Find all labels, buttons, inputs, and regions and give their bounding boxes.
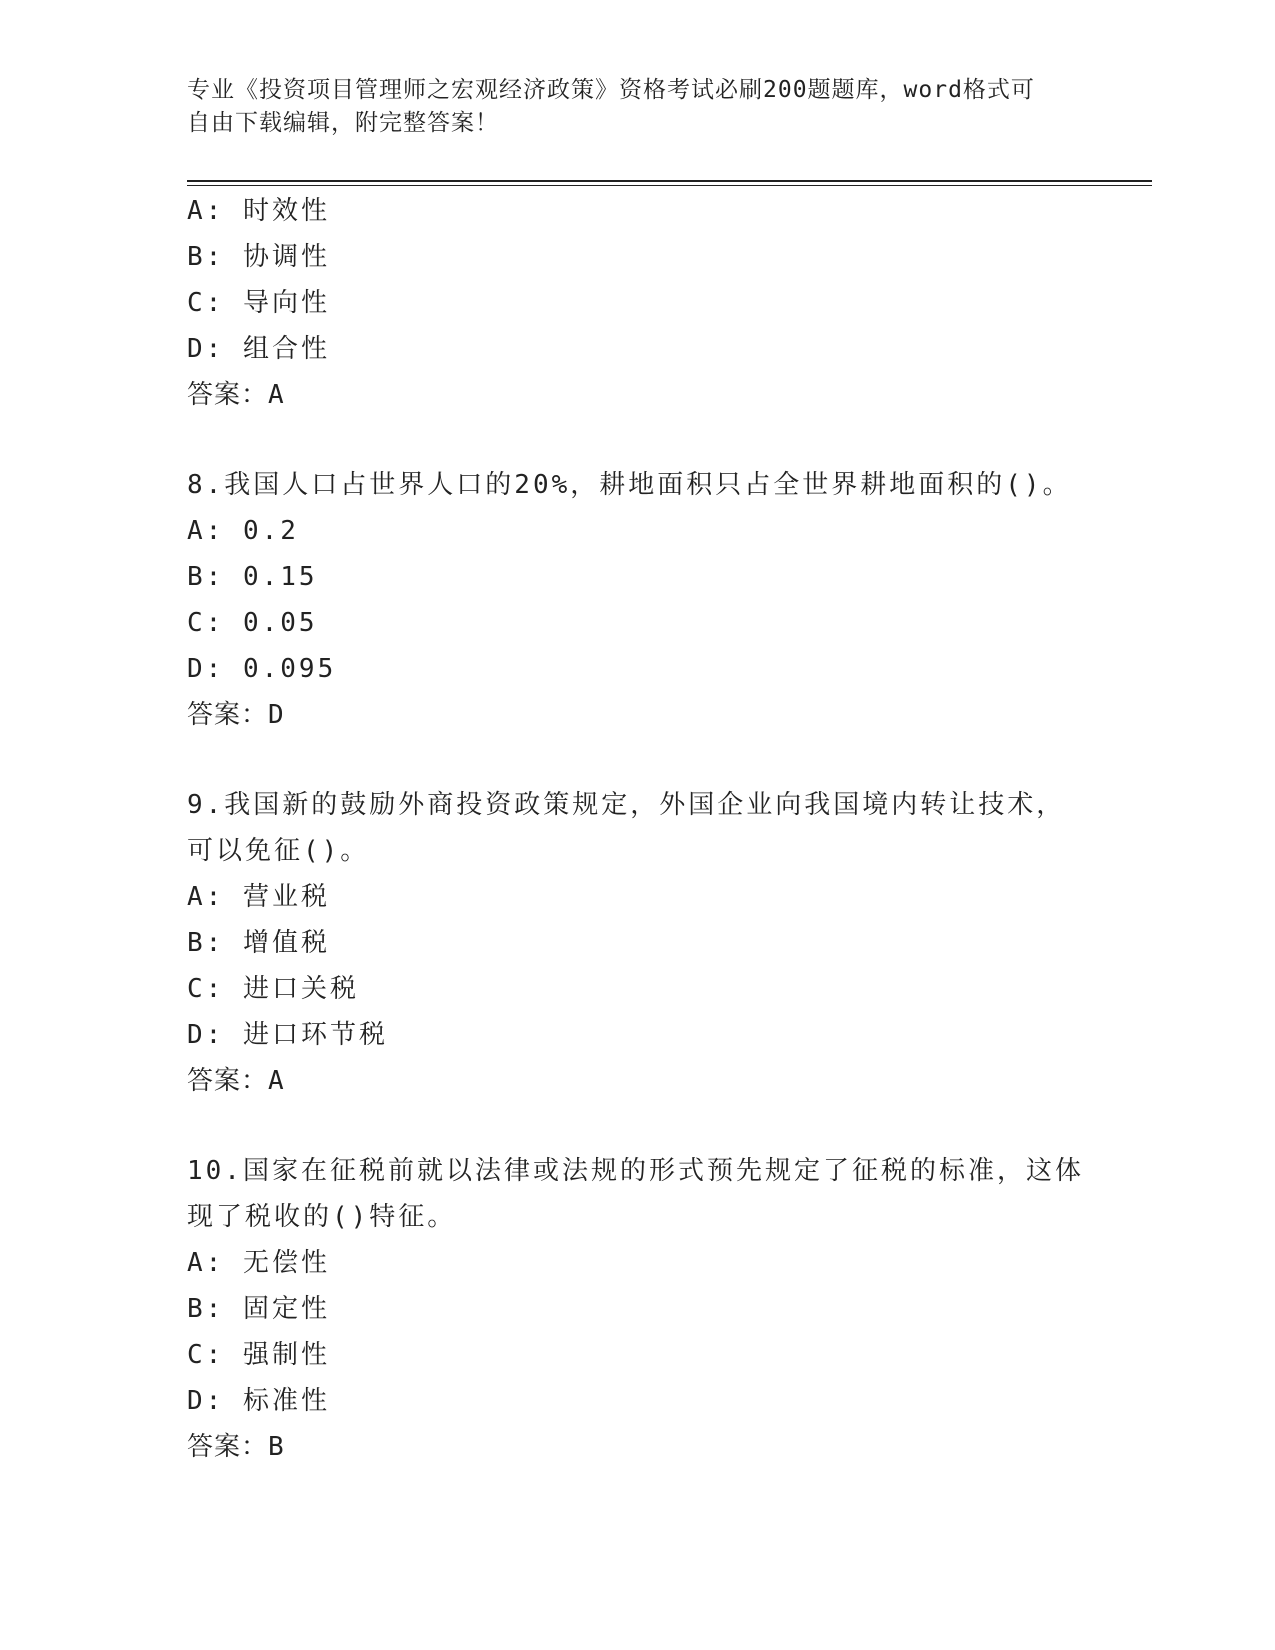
answer-label: 答案： (187, 700, 269, 730)
answer-label: 答案： (187, 1066, 269, 1096)
option-d: D: 进口环节税 (187, 1020, 388, 1050)
question-stem: 8.我国人口占世界人口的20%，耕地面积只占全世界耕地面积的()。 (187, 470, 1072, 500)
option-a: A: 0.2 (187, 516, 299, 546)
option-c: C: 0.05 (187, 608, 318, 638)
question-stem-line-2: 可以免征()。 (187, 836, 370, 866)
answer-value: A (268, 1066, 285, 1096)
answer-value: D (268, 700, 285, 730)
answer-label: 答案： (187, 380, 269, 410)
document-header (187, 74, 1067, 140)
header-divider (187, 180, 1152, 186)
answer-label: 答案： (187, 1432, 269, 1462)
question-10 (187, 1148, 1087, 1470)
question-stem-line-1: 10.国家在征税前就以法律或法规的形式预先规定了征税的标准，这体 (187, 1156, 1084, 1186)
question-8 (187, 462, 1087, 738)
option-a: A: 时效性 (187, 196, 330, 226)
question-7 (187, 188, 1087, 418)
option-d: D: 0.095 (187, 654, 337, 684)
answer-line (187, 692, 1087, 738)
header-line-1: 专业《投资项目管理师之宏观经济政策》资格考试必刷200题题库，word格式可 (187, 77, 1035, 103)
option-d: D: 标准性 (187, 1386, 330, 1416)
answer-line (187, 372, 1087, 418)
option-c: C: 强制性 (187, 1340, 330, 1370)
option-a: A: 无偿性 (187, 1248, 330, 1278)
option-d: D: 组合性 (187, 334, 330, 364)
option-c: C: 导向性 (187, 288, 330, 318)
option-a: A: 营业税 (187, 882, 330, 912)
option-c: C: 进口关税 (187, 974, 359, 1004)
option-b: B: 增值税 (187, 928, 330, 958)
option-b: B: 协调性 (187, 242, 330, 272)
question-list (187, 188, 1087, 1470)
answer-line (187, 1424, 1087, 1470)
answer-line (187, 1058, 1087, 1104)
question-9 (187, 782, 1087, 1104)
header-line-2: 自由下载编辑，附完整答案！ (187, 110, 499, 136)
option-b: B: 0.15 (187, 562, 318, 592)
option-b: B: 固定性 (187, 1294, 330, 1324)
answer-value: B (268, 1432, 285, 1462)
question-stem-line-1: 9.我国新的鼓励外商投资政策规定，外国企业向我国境内转让技术， (187, 790, 1066, 820)
question-stem-line-2: 现了税收的()特征。 (187, 1202, 457, 1232)
answer-value: A (268, 380, 285, 410)
